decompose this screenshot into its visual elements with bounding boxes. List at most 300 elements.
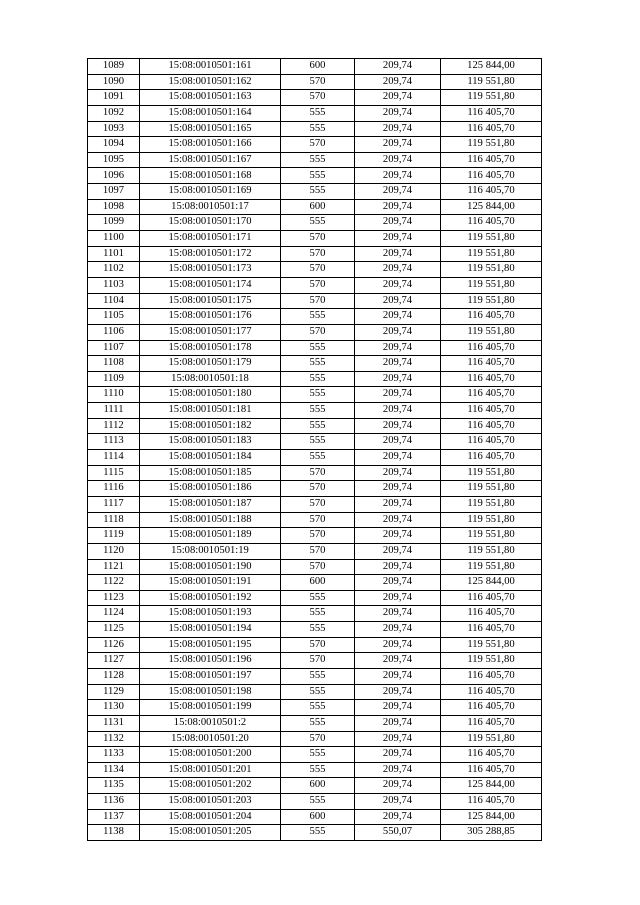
value-cell: 119 551,80 [441,74,542,90]
cadastral-number-cell: 15:08:0010501:197 [140,668,281,684]
cadastral-number-cell: 15:08:0010501:182 [140,418,281,434]
table-body [88,59,542,841]
cadastral-number-cell: 15:08:0010501:192 [140,590,281,606]
area-cell: 570 [281,543,355,559]
area-cell: 555 [281,418,355,434]
cadastral-number-cell: 15:08:0010501:201 [140,762,281,778]
rate-cell: 209,74 [355,590,441,606]
cadastral-number-cell: 15:08:0010501:204 [140,809,281,825]
area-cell: 600 [281,575,355,591]
table-row [88,637,542,653]
table-row [88,747,542,763]
rate-cell: 209,74 [355,105,441,121]
row-number-cell: 1097 [88,184,140,200]
cadastral-number-cell: 15:08:0010501:189 [140,528,281,544]
row-number-cell: 1110 [88,387,140,403]
area-cell: 570 [281,512,355,528]
rate-cell: 209,74 [355,59,441,75]
row-number-cell: 1128 [88,668,140,684]
value-cell: 119 551,80 [441,465,542,481]
value-cell: 116 405,70 [441,606,542,622]
rate-cell: 209,74 [355,356,441,372]
row-number-cell: 1101 [88,246,140,262]
cadastral-number-cell: 15:08:0010501:195 [140,637,281,653]
value-cell: 119 551,80 [441,481,542,497]
area-cell: 555 [281,590,355,606]
area-cell: 555 [281,450,355,466]
value-cell: 125 844,00 [441,199,542,215]
area-cell: 555 [281,215,355,231]
cadastral-number-cell: 15:08:0010501:184 [140,450,281,466]
row-number-cell: 1135 [88,778,140,794]
area-cell: 555 [281,184,355,200]
rate-cell: 209,74 [355,496,441,512]
value-cell: 119 551,80 [441,653,542,669]
rate-cell: 209,74 [355,293,441,309]
value-cell: 119 551,80 [441,246,542,262]
rate-cell: 209,74 [355,715,441,731]
rate-cell: 209,74 [355,152,441,168]
cadastral-number-cell: 15:08:0010501:173 [140,262,281,278]
value-cell: 119 551,80 [441,231,542,247]
value-cell: 116 405,70 [441,434,542,450]
area-cell: 570 [281,528,355,544]
rate-cell: 209,74 [355,622,441,638]
rate-cell: 550,07 [355,825,441,841]
cadastral-number-cell: 15:08:0010501:162 [140,74,281,90]
rate-cell: 209,74 [355,653,441,669]
rate-cell: 209,74 [355,450,441,466]
rate-cell: 209,74 [355,231,441,247]
area-cell: 570 [281,231,355,247]
value-cell: 116 405,70 [441,747,542,763]
rate-cell: 209,74 [355,403,441,419]
cadastral-number-cell: 15:08:0010501:200 [140,747,281,763]
table-row [88,481,542,497]
value-cell: 116 405,70 [441,622,542,638]
area-cell: 600 [281,199,355,215]
value-cell: 119 551,80 [441,731,542,747]
rate-cell: 209,74 [355,215,441,231]
row-number-cell: 1116 [88,481,140,497]
rate-cell: 209,74 [355,277,441,293]
area-cell: 570 [281,262,355,278]
row-number-cell: 1136 [88,794,140,810]
area-cell: 570 [281,731,355,747]
value-cell: 125 844,00 [441,778,542,794]
cadastral-number-cell: 15:08:0010501:166 [140,137,281,153]
cadastral-number-cell: 15:08:0010501:176 [140,309,281,325]
rate-cell: 209,74 [355,543,441,559]
table-row [88,246,542,262]
row-number-cell: 1103 [88,277,140,293]
cadastral-number-cell: 15:08:0010501:203 [140,794,281,810]
row-number-cell: 1137 [88,809,140,825]
row-number-cell: 1089 [88,59,140,75]
row-number-cell: 1113 [88,434,140,450]
table-row [88,762,542,778]
row-number-cell: 1129 [88,684,140,700]
cadastral-number-cell: 15:08:0010501:194 [140,622,281,638]
row-number-cell: 1121 [88,559,140,575]
cadastral-number-cell: 15:08:0010501:169 [140,184,281,200]
cadastral-number-cell: 15:08:0010501:199 [140,700,281,716]
cadastral-number-cell: 15:08:0010501:196 [140,653,281,669]
value-cell: 116 405,70 [441,184,542,200]
area-cell: 555 [281,747,355,763]
table-row [88,137,542,153]
rate-cell: 209,74 [355,418,441,434]
rate-cell: 209,74 [355,465,441,481]
row-number-cell: 1122 [88,575,140,591]
value-cell: 119 551,80 [441,262,542,278]
cadastral-number-cell: 15:08:0010501:2 [140,715,281,731]
cadastral-number-cell: 15:08:0010501:170 [140,215,281,231]
table-row [88,293,542,309]
cadastral-number-cell: 15:08:0010501:202 [140,778,281,794]
table-row [88,199,542,215]
cadastral-number-cell: 15:08:0010501:186 [140,481,281,497]
table-row [88,340,542,356]
area-cell: 555 [281,356,355,372]
rate-cell: 209,74 [355,324,441,340]
rate-cell: 209,74 [355,121,441,137]
rate-cell: 209,74 [355,809,441,825]
rate-cell: 209,74 [355,309,441,325]
row-number-cell: 1092 [88,105,140,121]
area-cell: 570 [281,496,355,512]
cadastral-number-cell: 15:08:0010501:190 [140,559,281,575]
rate-cell: 209,74 [355,387,441,403]
rate-cell: 209,74 [355,168,441,184]
table-row [88,606,542,622]
value-cell: 116 405,70 [441,794,542,810]
area-cell: 570 [281,74,355,90]
cadastral-number-cell: 15:08:0010501:20 [140,731,281,747]
value-cell: 119 551,80 [441,637,542,653]
area-cell: 555 [281,168,355,184]
value-cell: 116 405,70 [441,215,542,231]
cadastral-number-cell: 15:08:0010501:161 [140,59,281,75]
area-cell: 600 [281,778,355,794]
value-cell: 119 551,80 [441,543,542,559]
area-cell: 570 [281,137,355,153]
row-number-cell: 1138 [88,825,140,841]
table-row [88,324,542,340]
table-row [88,465,542,481]
row-number-cell: 1105 [88,309,140,325]
row-number-cell: 1123 [88,590,140,606]
table-row [88,434,542,450]
value-cell: 125 844,00 [441,809,542,825]
area-cell: 555 [281,684,355,700]
table-row [88,622,542,638]
rate-cell: 209,74 [355,262,441,278]
area-cell: 555 [281,700,355,716]
area-cell: 570 [281,465,355,481]
rate-cell: 209,74 [355,434,441,450]
value-cell: 116 405,70 [441,403,542,419]
rate-cell: 209,74 [355,199,441,215]
cadastral-number-cell: 15:08:0010501:193 [140,606,281,622]
rate-cell: 209,74 [355,762,441,778]
value-cell: 116 405,70 [441,371,542,387]
cadastral-number-cell: 15:08:0010501:205 [140,825,281,841]
value-cell: 116 405,70 [441,700,542,716]
rate-cell: 209,74 [355,731,441,747]
row-number-cell: 1099 [88,215,140,231]
area-cell: 570 [281,653,355,669]
area-cell: 555 [281,387,355,403]
rate-cell: 209,74 [355,684,441,700]
table-row [88,121,542,137]
row-number-cell: 1130 [88,700,140,716]
cadastral-number-cell: 15:08:0010501:187 [140,496,281,512]
area-cell: 570 [281,559,355,575]
value-cell: 116 405,70 [441,387,542,403]
value-cell: 116 405,70 [441,762,542,778]
row-number-cell: 1132 [88,731,140,747]
cadastral-value-table [87,58,542,841]
table-row [88,105,542,121]
table-row [88,809,542,825]
area-cell: 600 [281,809,355,825]
table-row [88,528,542,544]
table-row [88,356,542,372]
rate-cell: 209,74 [355,575,441,591]
rate-cell: 209,74 [355,481,441,497]
rate-cell: 209,74 [355,528,441,544]
area-cell: 555 [281,309,355,325]
table-row [88,543,542,559]
value-cell: 116 405,70 [441,152,542,168]
value-cell: 116 405,70 [441,309,542,325]
rate-cell: 209,74 [355,637,441,653]
table-row [88,74,542,90]
rate-cell: 209,74 [355,700,441,716]
value-cell: 116 405,70 [441,590,542,606]
value-cell: 125 844,00 [441,59,542,75]
row-number-cell: 1118 [88,512,140,528]
row-number-cell: 1102 [88,262,140,278]
row-number-cell: 1115 [88,465,140,481]
table-row [88,731,542,747]
area-cell: 555 [281,668,355,684]
row-number-cell: 1093 [88,121,140,137]
rate-cell: 209,74 [355,668,441,684]
value-cell: 116 405,70 [441,668,542,684]
row-number-cell: 1104 [88,293,140,309]
table-row [88,825,542,841]
table-row [88,559,542,575]
cadastral-number-cell: 15:08:0010501:185 [140,465,281,481]
table-row [88,59,542,75]
cadastral-number-cell: 15:08:0010501:180 [140,387,281,403]
row-number-cell: 1098 [88,199,140,215]
table-row [88,496,542,512]
cadastral-number-cell: 15:08:0010501:191 [140,575,281,591]
table-row [88,418,542,434]
row-number-cell: 1120 [88,543,140,559]
area-cell: 555 [281,794,355,810]
value-cell: 116 405,70 [441,105,542,121]
cadastral-number-cell: 15:08:0010501:172 [140,246,281,262]
row-number-cell: 1126 [88,637,140,653]
table-row [88,590,542,606]
value-cell: 116 405,70 [441,121,542,137]
row-number-cell: 1100 [88,231,140,247]
row-number-cell: 1117 [88,496,140,512]
row-number-cell: 1108 [88,356,140,372]
area-cell: 570 [281,277,355,293]
cadastral-number-cell: 15:08:0010501:183 [140,434,281,450]
table-row [88,371,542,387]
area-cell: 600 [281,59,355,75]
rate-cell: 209,74 [355,512,441,528]
value-cell: 119 551,80 [441,324,542,340]
row-number-cell: 1090 [88,74,140,90]
table-row [88,653,542,669]
table-row [88,575,542,591]
area-cell: 570 [281,637,355,653]
cadastral-number-cell: 15:08:0010501:174 [140,277,281,293]
rate-cell: 209,74 [355,778,441,794]
row-number-cell: 1119 [88,528,140,544]
area-cell: 555 [281,434,355,450]
area-cell: 570 [281,246,355,262]
area-cell: 555 [281,622,355,638]
cadastral-number-cell: 15:08:0010501:171 [140,231,281,247]
area-cell: 570 [281,324,355,340]
table-row [88,700,542,716]
cadastral-number-cell: 15:08:0010501:18 [140,371,281,387]
area-cell: 555 [281,825,355,841]
table-row [88,387,542,403]
cadastral-number-cell: 15:08:0010501:165 [140,121,281,137]
area-cell: 555 [281,371,355,387]
value-cell: 119 551,80 [441,528,542,544]
table-row [88,403,542,419]
area-cell: 555 [281,715,355,731]
rate-cell: 209,74 [355,371,441,387]
value-cell: 119 551,80 [441,90,542,106]
table-row [88,215,542,231]
area-cell: 555 [281,340,355,356]
table-row [88,184,542,200]
cadastral-number-cell: 15:08:0010501:168 [140,168,281,184]
row-number-cell: 1106 [88,324,140,340]
area-cell: 555 [281,762,355,778]
area-cell: 570 [281,293,355,309]
row-number-cell: 1094 [88,137,140,153]
cadastral-number-cell: 15:08:0010501:17 [140,199,281,215]
row-number-cell: 1134 [88,762,140,778]
cadastral-number-cell: 15:08:0010501:181 [140,403,281,419]
rate-cell: 209,74 [355,794,441,810]
value-cell: 116 405,70 [441,168,542,184]
row-number-cell: 1111 [88,403,140,419]
rate-cell: 209,74 [355,559,441,575]
row-number-cell: 1091 [88,90,140,106]
value-cell: 116 405,70 [441,418,542,434]
rate-cell: 209,74 [355,747,441,763]
row-number-cell: 1096 [88,168,140,184]
row-number-cell: 1095 [88,152,140,168]
table-row [88,512,542,528]
rate-cell: 209,74 [355,90,441,106]
row-number-cell: 1124 [88,606,140,622]
row-number-cell: 1114 [88,450,140,466]
value-cell: 119 551,80 [441,137,542,153]
value-cell: 116 405,70 [441,450,542,466]
table-row [88,90,542,106]
table-row [88,668,542,684]
row-number-cell: 1109 [88,371,140,387]
rate-cell: 209,74 [355,340,441,356]
area-cell: 555 [281,403,355,419]
cadastral-number-cell: 15:08:0010501:178 [140,340,281,356]
value-cell: 119 551,80 [441,559,542,575]
table-row [88,450,542,466]
row-number-cell: 1107 [88,340,140,356]
table-row [88,277,542,293]
row-number-cell: 1133 [88,747,140,763]
row-number-cell: 1112 [88,418,140,434]
cadastral-number-cell: 15:08:0010501:19 [140,543,281,559]
table-row [88,262,542,278]
value-cell: 116 405,70 [441,684,542,700]
rate-cell: 209,74 [355,74,441,90]
cadastral-number-cell: 15:08:0010501:188 [140,512,281,528]
row-number-cell: 1131 [88,715,140,731]
table-row [88,168,542,184]
cadastral-number-cell: 15:08:0010501:177 [140,324,281,340]
area-cell: 570 [281,481,355,497]
value-cell: 125 844,00 [441,575,542,591]
value-cell: 119 551,80 [441,277,542,293]
value-cell: 119 551,80 [441,496,542,512]
cadastral-number-cell: 15:08:0010501:164 [140,105,281,121]
table-row [88,794,542,810]
table-row [88,309,542,325]
cadastral-number-cell: 15:08:0010501:175 [140,293,281,309]
rate-cell: 209,74 [355,137,441,153]
rate-cell: 209,74 [355,246,441,262]
value-cell: 116 405,70 [441,715,542,731]
value-cell: 119 551,80 [441,293,542,309]
table-row [88,152,542,168]
area-cell: 555 [281,121,355,137]
rate-cell: 209,74 [355,184,441,200]
area-cell: 555 [281,152,355,168]
cadastral-number-cell: 15:08:0010501:179 [140,356,281,372]
value-cell: 305 288,85 [441,825,542,841]
row-number-cell: 1127 [88,653,140,669]
value-cell: 116 405,70 [441,340,542,356]
value-cell: 116 405,70 [441,356,542,372]
table-row [88,715,542,731]
area-cell: 555 [281,606,355,622]
rate-cell: 209,74 [355,606,441,622]
cadastral-number-cell: 15:08:0010501:167 [140,152,281,168]
table-row [88,778,542,794]
value-cell: 119 551,80 [441,512,542,528]
table-row [88,231,542,247]
cadastral-number-cell: 15:08:0010501:163 [140,90,281,106]
cadastral-number-cell: 15:08:0010501:198 [140,684,281,700]
table-row [88,684,542,700]
row-number-cell: 1125 [88,622,140,638]
